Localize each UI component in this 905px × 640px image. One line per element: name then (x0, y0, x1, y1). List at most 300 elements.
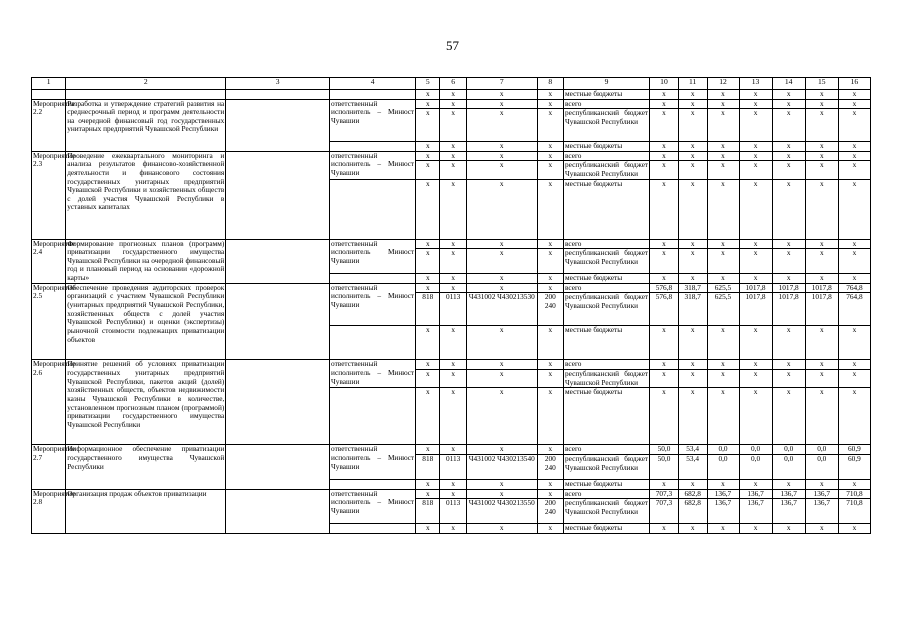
cell-source: местные бюджеты (564, 326, 650, 360)
cell-value: x (772, 274, 805, 284)
cell-value: x (805, 274, 838, 284)
cell-value: x (838, 179, 870, 239)
cell-grbs: x (416, 109, 440, 142)
table-row (32, 90, 871, 100)
cell-value: x (805, 109, 838, 142)
activity-description: Информационное обеспечение приватизации государственного имущества Чувашской Республики (66, 445, 226, 489)
cell-source: республиканский бюджет Чувашской Республики (564, 454, 650, 479)
cell-section: x (440, 326, 466, 360)
cell-value: x (772, 90, 805, 100)
cell-value: x (650, 90, 679, 100)
cell-target-item: x (466, 142, 537, 152)
cell-value: x (678, 326, 707, 360)
cell-value: x (707, 161, 739, 179)
cell-value: 0,0 (739, 454, 772, 479)
cell-target-item: x (466, 99, 537, 109)
cell-value: 1017,8 (805, 283, 838, 293)
cell-value: x (772, 99, 805, 109)
cell-value: 764,8 (838, 293, 870, 326)
cell-source: всего (564, 445, 650, 455)
cell-value: 576,8 (650, 293, 679, 326)
cell-source: всего (564, 489, 650, 499)
cell-value: x (678, 99, 707, 109)
cell-section: x (440, 388, 466, 445)
cell-section: x (440, 109, 466, 142)
cell-source: республиканский бюджет Чувашской Республики (564, 249, 650, 274)
activity-description: Разработка и утверждение стратегий развития на среднесрочный период и программ деятельности на очередной финансовый год государственных унитарных предприятий Чувашской Республики (66, 99, 226, 151)
cell-value: x (678, 142, 707, 152)
cell-value: 53,4 (678, 454, 707, 479)
cell-grbs: x (416, 388, 440, 445)
cell-section: x (440, 249, 466, 274)
cell-target-item: x (466, 370, 537, 388)
cell-value: 318,7 (678, 293, 707, 326)
cell-value: x (838, 90, 870, 100)
empty-cell (32, 90, 66, 100)
cell-value: x (739, 90, 772, 100)
cell-value: x (772, 360, 805, 370)
cell-expense-group: x (537, 283, 563, 293)
cell-grbs: x (416, 326, 440, 360)
activity-executor: ответственный исполнитель – Минюст Чувашии (330, 99, 416, 142)
empty-cell (330, 524, 416, 534)
activity-goal-cell (226, 99, 330, 151)
activity-goal-cell (226, 239, 330, 283)
activity-executor: ответственный исполнитель – Минюст Чувашии (330, 360, 416, 388)
col-header: 12 (707, 78, 739, 90)
cell-expense-group: x (537, 142, 563, 152)
activity-code: Мероприятие 2.7 (32, 445, 66, 489)
cell-value: x (678, 151, 707, 161)
cell-value: x (650, 524, 679, 534)
cell-section: x (440, 360, 466, 370)
cell-value: 1017,8 (772, 293, 805, 326)
cell-value: x (838, 388, 870, 445)
activity-goal-cell (226, 151, 330, 239)
cell-value: x (805, 239, 838, 249)
cell-value: x (650, 109, 679, 142)
cell-value: x (838, 524, 870, 534)
empty-cell (330, 90, 416, 100)
cell-source: местные бюджеты (564, 179, 650, 239)
activity-description: Проведение ежеквартального мониторинга и анализа результатов финансово-хозяйственной деятельности и финансового состояния государственных унитарных предприятий Чувашской Республики и хозяйственных обществ с долей участия Чувашской Республики в уставных капиталах (66, 151, 226, 239)
cell-value: x (772, 151, 805, 161)
cell-value: x (772, 326, 805, 360)
cell-section: x (440, 179, 466, 239)
cell-expense-group: x (537, 90, 563, 100)
cell-value: 707,3 (650, 499, 679, 524)
cell-section: x (440, 479, 466, 489)
cell-target-item: x (466, 524, 537, 534)
cell-source: республиканский бюджет Чувашской Республики (564, 293, 650, 326)
cell-value: x (678, 388, 707, 445)
cell-value: x (707, 99, 739, 109)
cell-value: x (838, 151, 870, 161)
cell-value: x (707, 239, 739, 249)
cell-value: x (678, 161, 707, 179)
col-header: 5 (416, 78, 440, 90)
cell-value: 0,0 (772, 445, 805, 455)
cell-value: x (650, 151, 679, 161)
cell-expense-group: 200 240 (537, 499, 563, 524)
cell-target-item: x (466, 274, 537, 284)
cell-expense-group: x (537, 445, 563, 455)
cell-source: всего (564, 360, 650, 370)
activity-goal-cell (226, 489, 330, 533)
cell-source: всего (564, 283, 650, 293)
cell-value: x (739, 370, 772, 388)
cell-value: x (838, 161, 870, 179)
cell-value: x (678, 239, 707, 249)
cell-value: x (805, 524, 838, 534)
cell-section: x (440, 99, 466, 109)
cell-value: x (772, 370, 805, 388)
cell-value: 710,8 (838, 499, 870, 524)
cell-value: x (707, 109, 739, 142)
cell-value: x (707, 90, 739, 100)
cell-value: x (805, 179, 838, 239)
cell-value: x (772, 109, 805, 142)
cell-value: 50,0 (650, 445, 679, 455)
cell-value: x (772, 524, 805, 534)
program-table (31, 77, 871, 534)
cell-value: x (650, 142, 679, 152)
cell-value: 136,7 (707, 489, 739, 499)
col-header: 14 (772, 78, 805, 90)
cell-source: всего (564, 99, 650, 109)
cell-value: x (707, 142, 739, 152)
cell-value: x (650, 249, 679, 274)
cell-source: республиканский бюджет Чувашской Республики (565, 369, 649, 387)
cell-expense-group: x (537, 109, 563, 142)
cell-grbs: x (416, 239, 440, 249)
cell-value: 0,0 (707, 454, 739, 479)
col-header: 7 (466, 78, 537, 90)
cell-expense-group: 200 240 (537, 454, 563, 479)
cell-expense-group: x (537, 388, 563, 445)
cell-value: 50,0 (650, 454, 679, 479)
cell-source: республиканский бюджет Чувашской Республики (564, 109, 650, 142)
empty-cell (330, 326, 416, 360)
cell-expense-group: x (537, 326, 563, 360)
cell-value: x (678, 360, 707, 370)
cell-value: 1017,8 (772, 283, 805, 293)
col-header: 8 (537, 78, 563, 90)
cell-section: x (440, 142, 466, 152)
cell-grbs: x (416, 479, 440, 489)
cell-value: x (650, 326, 679, 360)
cell-value: x (739, 161, 772, 179)
cell-source: местные бюджеты (564, 142, 650, 152)
cell-value: x (838, 326, 870, 360)
cell-value: 1017,8 (739, 293, 772, 326)
cell-value: x (772, 179, 805, 239)
cell-value: x (678, 249, 707, 274)
cell-value: x (739, 274, 772, 284)
cell-grbs: 818 (416, 454, 440, 479)
cell-value: 53,4 (678, 445, 707, 455)
col-header: 11 (678, 78, 707, 90)
cell-expense-group: x (537, 161, 563, 179)
cell-source: всего (564, 151, 650, 161)
cell-value: x (739, 326, 772, 360)
cell-value: 60,9 (838, 445, 870, 455)
cell-value: x (772, 479, 805, 489)
activity-executor: ответственный исполнитель – Минюст Чувашии (330, 283, 416, 326)
cell-section: 0113 (440, 499, 466, 524)
cell-source: республиканский бюджет Чувашской Республики (565, 160, 649, 179)
cell-value: x (678, 179, 707, 239)
cell-value: x (838, 360, 870, 370)
cell-source: местные бюджеты (564, 524, 650, 534)
cell-value: x (805, 99, 838, 109)
empty-cell (330, 142, 416, 152)
header-row (32, 78, 871, 90)
cell-section: x (440, 283, 466, 293)
cell-target-item: Ч431002 Ч430213540 (466, 454, 537, 479)
cell-value: 625,5 (707, 283, 739, 293)
cell-value: x (739, 360, 772, 370)
cell-value: x (707, 388, 739, 445)
cell-value: 682,8 (678, 489, 707, 499)
cell-section: x (440, 524, 466, 534)
empty-cell (330, 179, 416, 239)
empty-cell (330, 274, 416, 284)
cell-value: 707,3 (650, 489, 679, 499)
cell-value: x (805, 388, 838, 445)
cell-target-item: x (466, 161, 537, 179)
cell-target-item: x (466, 239, 537, 249)
cell-value: x (707, 479, 739, 489)
cell-value: x (650, 370, 679, 388)
activity-code: Мероприятие 2.5 (32, 283, 66, 360)
cell-section: 0113 (440, 293, 466, 326)
cell-value: 136,7 (739, 489, 772, 499)
col-header: 15 (805, 78, 838, 90)
cell-expense-group: x (537, 99, 563, 109)
cell-expense-group: x (537, 151, 563, 161)
cell-value: x (838, 274, 870, 284)
cell-section: x (440, 161, 466, 179)
cell-grbs: 818 (416, 293, 440, 326)
col-header: 6 (440, 78, 466, 90)
cell-value: 0,0 (739, 445, 772, 455)
cell-value: x (707, 249, 739, 274)
cell-grbs: x (416, 274, 440, 284)
col-header: 2 (66, 78, 226, 90)
cell-value: x (650, 161, 679, 179)
activity-description: Принятие решений об условиях приватизации государственных унитарных предприятий Чувашской Республики, пакетов акций (долей) хозяйственных обществ, объектов недвижимости казны Чувашской Республики в количестве, установленном прогнозным планом (программой) приватизации государственного имущества Чувашской Республики (66, 360, 226, 445)
activity-description: Организация продаж объектов приватизации (66, 489, 226, 533)
cell-grbs: x (416, 161, 440, 179)
cell-value: x (739, 524, 772, 534)
cell-value: x (739, 249, 772, 274)
cell-target-item: x (466, 249, 537, 274)
cell-section: x (440, 151, 466, 161)
col-header: 4 (330, 78, 416, 90)
cell-value: x (805, 479, 838, 489)
cell-value: x (707, 179, 739, 239)
cell-expense-group: x (537, 179, 563, 239)
cell-value: x (678, 109, 707, 142)
activity-code: Мероприятие 2.8 (32, 489, 66, 533)
cell-value: x (772, 249, 805, 274)
cell-value: x (838, 239, 870, 249)
activity-executor: ответственный исполнитель – Минюст Чувашии (330, 445, 416, 480)
cell-expense-group: x (537, 274, 563, 284)
cell-target-item: Ч431002 Ч430213550 (466, 499, 537, 524)
cell-grbs: x (416, 524, 440, 534)
cell-value: x (678, 479, 707, 489)
cell-value: x (650, 360, 679, 370)
activity-code: Мероприятие 2.2 (32, 99, 66, 151)
cell-value: 764,8 (838, 283, 870, 293)
cell-value: x (650, 239, 679, 249)
empty-cell (330, 388, 416, 445)
cell-value: x (707, 360, 739, 370)
activity-goal-cell (226, 445, 330, 489)
col-header: 1 (32, 78, 66, 90)
cell-section: x (440, 274, 466, 284)
cell-grbs: x (416, 445, 440, 455)
cell-section: x (440, 489, 466, 499)
cell-value: x (707, 326, 739, 360)
cell-section: x (440, 239, 466, 249)
col-header: 13 (739, 78, 772, 90)
cell-value: x (805, 370, 838, 388)
cell-target-item: x (466, 489, 537, 499)
cell-target-item: x (466, 326, 537, 360)
cell-value: x (739, 151, 772, 161)
cell-value: x (678, 90, 707, 100)
cell-value: 136,7 (805, 489, 838, 499)
empty-cell (330, 479, 416, 489)
cell-target-item: x (466, 90, 537, 100)
cell-value: 1017,8 (805, 293, 838, 326)
cell-value: x (805, 142, 838, 152)
cell-source: всего (564, 239, 650, 249)
cell-grbs: x (416, 142, 440, 152)
cell-section: x (440, 370, 466, 388)
cell-expense-group: x (537, 239, 563, 249)
cell-expense-group: x (537, 370, 563, 388)
cell-value: 0,0 (707, 445, 739, 455)
col-header: 3 (226, 78, 330, 90)
cell-target-item: x (466, 283, 537, 293)
cell-section: 0113 (440, 454, 466, 479)
cell-value: x (805, 326, 838, 360)
col-header: 9 (564, 78, 650, 90)
cell-source: республиканский бюджет Чувашской Республики (564, 499, 650, 524)
cell-value: x (838, 249, 870, 274)
cell-value: x (772, 239, 805, 249)
cell-expense-group: x (537, 489, 563, 499)
cell-target-item: x (466, 109, 537, 142)
cell-value: 136,7 (772, 499, 805, 524)
activity-executor: ответственный исполнитель – Минюст Чувашии (330, 151, 416, 179)
col-header: 16 (838, 78, 870, 90)
cell-value: 136,7 (772, 489, 805, 499)
cell-grbs: x (416, 249, 440, 274)
cell-value: x (678, 524, 707, 534)
activity-description: Обеспечение проведения аудиторских проверок организаций с участием Чувашской Республики (унитарных предприятий Чувашской Республики, хозяйственных обществ с долей участия Чувашской Республики) и оценки (экспертизы) рыночной стоимости подлежащих приватизации объектов (66, 283, 226, 360)
cell-value: x (650, 479, 679, 489)
cell-expense-group: 200 240 (537, 293, 563, 326)
cell-value: 576,8 (650, 283, 679, 293)
cell-grbs: x (416, 99, 440, 109)
cell-value: x (838, 99, 870, 109)
cell-expense-group: x (537, 524, 563, 534)
activity-goal-cell (226, 283, 330, 360)
cell-value: 710,8 (838, 489, 870, 499)
cell-target-item: x (466, 445, 537, 455)
cell-value: 136,7 (805, 499, 838, 524)
activity-description: Формирование прогнозных планов (программ) приватизации государственного имущества Чувашской Республики на очередной финансовый год и плановый период на основании «дорожной карты» (67, 238, 225, 283)
cell-value: x (772, 142, 805, 152)
cell-target-item: x (466, 388, 537, 445)
cell-grbs: x (416, 489, 440, 499)
cell-grbs: x (416, 283, 440, 293)
cell-grbs: x (416, 370, 440, 388)
cell-value: x (739, 388, 772, 445)
empty-cell (66, 90, 226, 100)
cell-value: x (678, 370, 707, 388)
cell-value: x (838, 479, 870, 489)
cell-value: x (650, 388, 679, 445)
cell-value: x (805, 90, 838, 100)
cell-section: x (440, 445, 466, 455)
cell-target-item: x (466, 151, 537, 161)
activity-code: Мероприятие 2.3 (32, 151, 66, 239)
cell-value: x (739, 179, 772, 239)
cell-value: x (650, 179, 679, 239)
cell-expense-group: x (537, 249, 563, 274)
cell-target-item: x (466, 479, 537, 489)
cell-value: x (739, 99, 772, 109)
cell-source: местные бюджеты (564, 388, 650, 445)
cell-grbs: x (416, 360, 440, 370)
cell-value: x (739, 142, 772, 152)
cell-target-item: x (466, 179, 537, 239)
cell-source: местные бюджеты (564, 479, 650, 489)
cell-value: x (739, 239, 772, 249)
cell-value: x (707, 151, 739, 161)
cell-target-item: x (466, 360, 537, 370)
cell-value: x (772, 388, 805, 445)
cell-grbs: 818 (416, 499, 440, 524)
activity-code: Мероприятие 2.4 (32, 239, 66, 283)
cell-source: местные бюджеты (564, 274, 650, 284)
cell-value: 1017,8 (739, 283, 772, 293)
cell-value: x (739, 479, 772, 489)
cell-value: 682,8 (678, 499, 707, 524)
cell-value: x (805, 151, 838, 161)
col-header: 10 (650, 78, 679, 90)
cell-grbs: x (416, 151, 440, 161)
cell-value: x (805, 360, 838, 370)
activity-executor: ответственный исполнитель Минюст Чувашии (330, 239, 416, 274)
activity-code: Мероприятие 2.6 (32, 360, 66, 445)
cell-value: 136,7 (707, 499, 739, 524)
cell-source: местные бюджеты (564, 90, 650, 100)
empty-cell (226, 90, 330, 100)
cell-expense-group: x (537, 360, 563, 370)
cell-value: x (805, 161, 838, 179)
cell-section: x (440, 90, 466, 100)
activity-goal-cell (226, 360, 330, 445)
cell-value: x (772, 161, 805, 179)
cell-value: x (838, 109, 870, 142)
